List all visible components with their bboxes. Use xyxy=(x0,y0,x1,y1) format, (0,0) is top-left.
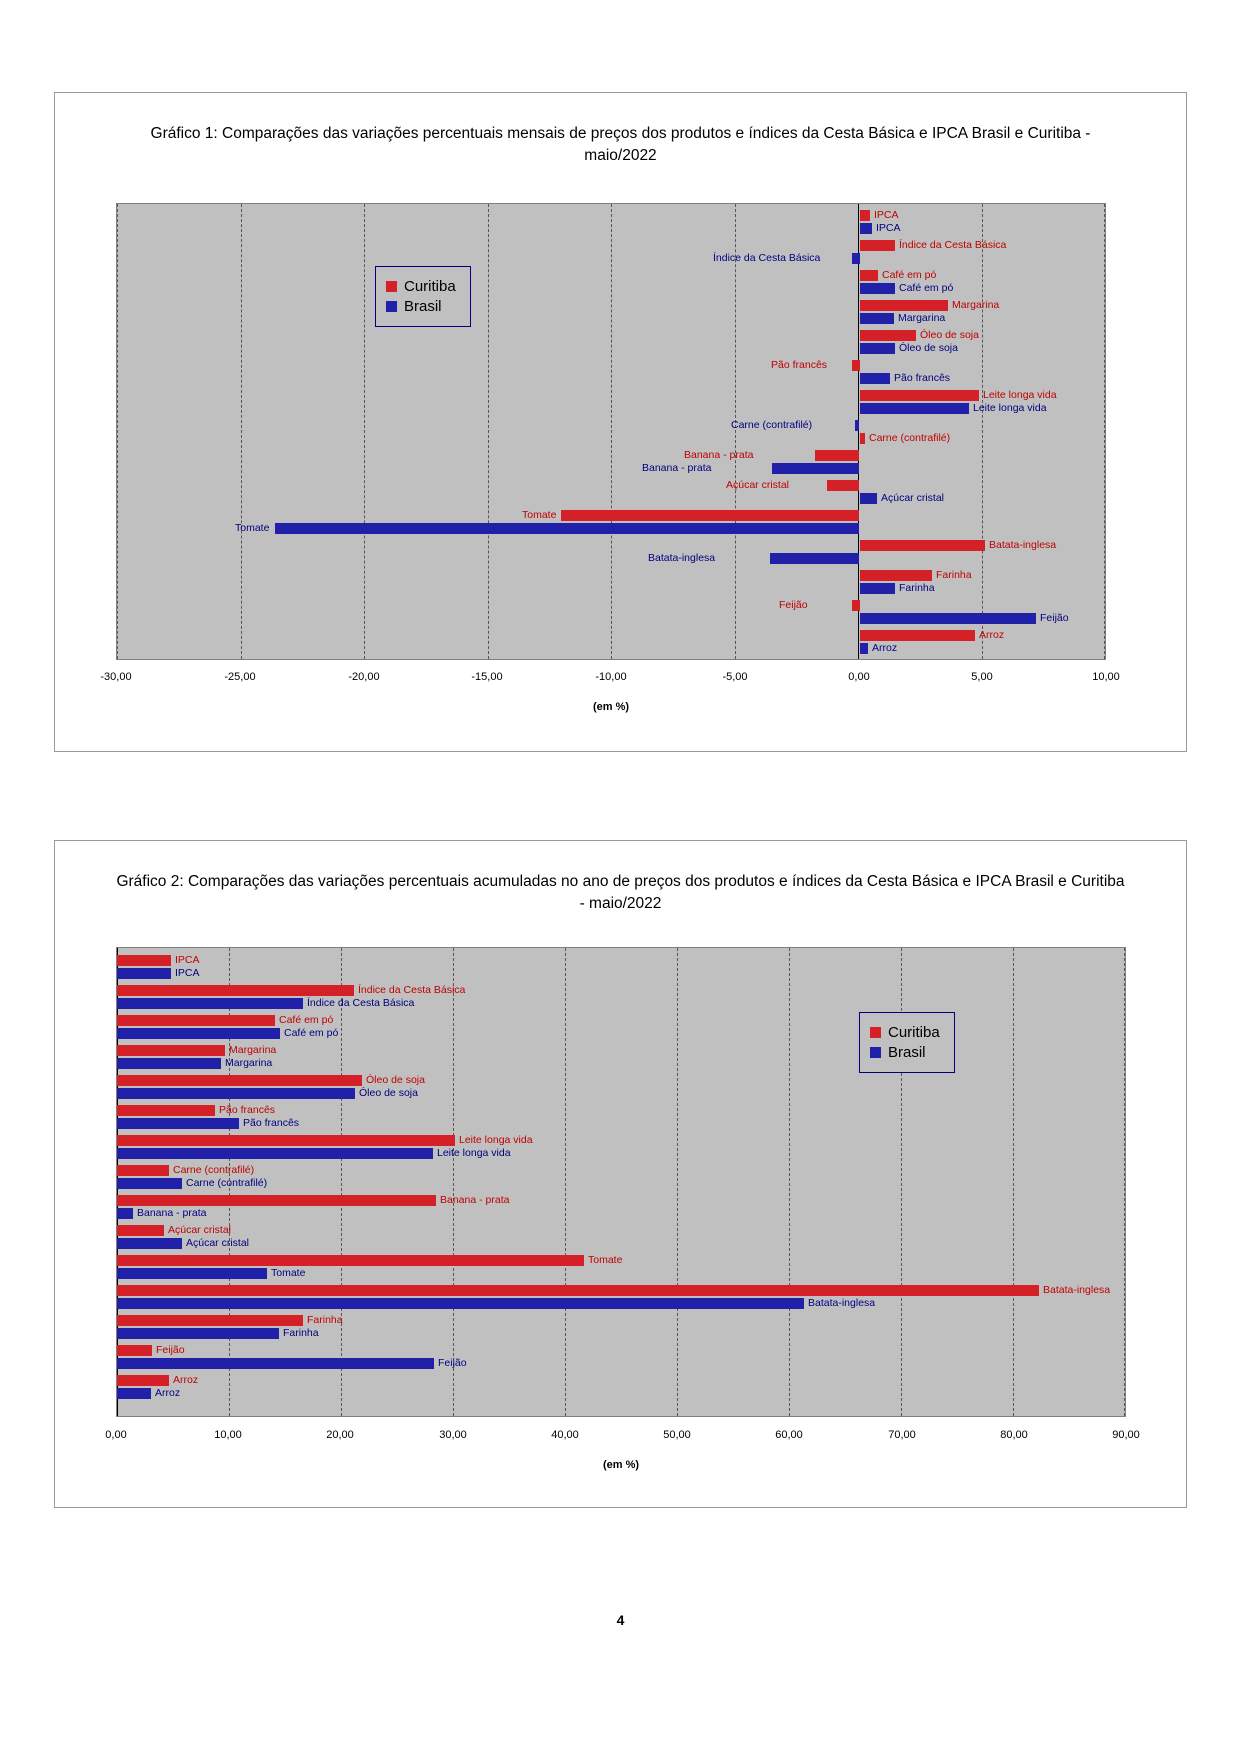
bar-label-brasil-arroz: Arroz xyxy=(872,642,898,654)
bar-label-curitiba-margarina: Margarina xyxy=(952,299,1000,311)
bar-curitiba-leite-longa-vida xyxy=(117,1135,455,1146)
xtick: 60,00 xyxy=(775,1429,803,1441)
bar-brasil-indice-cesta-basica xyxy=(117,998,303,1009)
bar-brasil-banana-prata xyxy=(117,1208,133,1219)
bar-brasil-indice-cesta-basica xyxy=(852,253,860,264)
bar-label-curitiba-tomate: Tomate xyxy=(588,1254,623,1266)
chart-2-legend xyxy=(859,1012,955,1073)
gridline xyxy=(735,204,736,659)
bar-curitiba-batata-inglesa xyxy=(117,1285,1039,1296)
gridline xyxy=(677,948,678,1416)
bar-label-curitiba-batata-inglesa: Batata-inglesa xyxy=(1043,1284,1111,1296)
bar-label-brasil-carne-contrafile: Carne (contrafilé) xyxy=(186,1177,268,1189)
legend-swatch-brasil-icon xyxy=(870,1047,881,1058)
bar-curitiba-cafe-em-po xyxy=(860,270,878,281)
bar-brasil-leite-longa-vida xyxy=(860,403,969,414)
gridline xyxy=(1013,948,1014,1416)
bar-label-curitiba-acucar-cristal: Açúcar cristal xyxy=(168,1224,232,1236)
legend-label-brasil: Brasil xyxy=(404,298,442,315)
chart-2-plot-area xyxy=(116,947,1126,1417)
xtick: 70,00 xyxy=(888,1429,916,1441)
bar-label-curitiba-indice-cesta-basica: Índice da Cesta Básica xyxy=(358,984,466,996)
chart-2-xlabel: (em %) xyxy=(602,1459,640,1471)
legend-swatch-curitiba-icon xyxy=(386,281,397,292)
xtick: 10,00 xyxy=(214,1429,242,1441)
bar-label-curitiba-arroz: Arroz xyxy=(173,1374,199,1386)
xtick: -10,00 xyxy=(595,671,627,683)
gridline xyxy=(789,948,790,1416)
bar-brasil-feijao xyxy=(860,613,1036,624)
bar-brasil-oleo-de-soja xyxy=(860,343,895,354)
bar-label-brasil-carne-contrafile: Carne (contrafilé) xyxy=(731,419,813,431)
bar-label-curitiba-indice-cesta-basica: Índice da Cesta Básica xyxy=(899,239,1007,251)
bar-brasil-oleo-de-soja xyxy=(117,1088,355,1099)
bar-label-brasil-feijao: Feijão xyxy=(438,1357,467,1369)
bar-curitiba-tomate xyxy=(117,1255,584,1266)
chart-1-plot-area xyxy=(116,203,1106,660)
chart-2-container xyxy=(54,840,1187,1508)
bar-label-curitiba-farinha: Farinha xyxy=(307,1314,343,1326)
gridline xyxy=(453,948,454,1416)
bar-label-brasil-cafe-em-po: Café em pó xyxy=(899,282,954,294)
bar-curitiba-arroz xyxy=(860,630,975,641)
bar-brasil-margarina xyxy=(860,313,894,324)
gridline xyxy=(241,204,242,659)
bar-brasil-cafe-em-po xyxy=(117,1028,280,1039)
xtick: 30,00 xyxy=(439,1429,467,1441)
bar-label-brasil-oleo-de-soja: Óleo de soja xyxy=(899,342,958,354)
bar-label-brasil-batata-inglesa: Batata-inglesa xyxy=(808,1297,876,1309)
bar-brasil-acucar-cristal xyxy=(860,493,877,504)
bar-brasil-feijao xyxy=(117,1358,434,1369)
bar-curitiba-ipca xyxy=(860,210,870,221)
bar-brasil-pao-frances xyxy=(860,373,890,384)
bar-label-brasil-tomate: Tomate xyxy=(235,522,270,534)
bar-label-brasil-leite-longa-vida: Leite longa vida xyxy=(437,1147,511,1159)
bar-label-brasil-farinha: Farinha xyxy=(899,582,935,594)
bar-brasil-arroz xyxy=(860,643,868,654)
bar-label-curitiba-feijao: Feijão xyxy=(779,599,808,611)
bar-brasil-batata-inglesa xyxy=(770,553,859,564)
gridline xyxy=(488,204,489,659)
bar-label-curitiba-pao-frances: Pão francês xyxy=(771,359,828,371)
xtick: 0,00 xyxy=(848,671,870,683)
bar-brasil-ipca xyxy=(117,968,171,979)
bar-brasil-ipca xyxy=(860,223,872,234)
xtick: 90,00 xyxy=(1112,1429,1140,1441)
chart-1-container xyxy=(54,92,1187,752)
gridline xyxy=(611,204,612,659)
bar-label-curitiba-margarina: Margarina xyxy=(229,1044,277,1056)
bar-label-brasil-ipca: IPCA xyxy=(876,222,901,234)
bar-brasil-margarina xyxy=(117,1058,221,1069)
bar-curitiba-farinha xyxy=(860,570,932,581)
bar-label-brasil-margarina: Margarina xyxy=(898,312,946,324)
bar-curitiba-banana-prata xyxy=(117,1195,436,1206)
legend-entry-brasil xyxy=(870,1044,940,1061)
bar-label-curitiba-carne-contrafile: Carne (contrafilé) xyxy=(869,432,951,444)
xtick: 80,00 xyxy=(1000,1429,1028,1441)
page-number: 4 xyxy=(616,1612,625,1628)
bar-curitiba-banana-prata xyxy=(815,450,859,461)
gridline xyxy=(341,948,342,1416)
bar-curitiba-margarina xyxy=(117,1045,225,1056)
chart-1-xlabel: (em %) xyxy=(592,701,630,713)
bar-label-curitiba-tomate: Tomate xyxy=(522,509,557,521)
legend-entry-curitiba xyxy=(386,278,456,295)
gridline xyxy=(1124,948,1125,1416)
gridline xyxy=(1104,204,1105,659)
bar-curitiba-acucar-cristal xyxy=(117,1225,164,1236)
bar-label-brasil-pao-frances: Pão francês xyxy=(894,372,951,384)
bar-brasil-farinha xyxy=(117,1328,279,1339)
bar-label-brasil-cafe-em-po: Café em pó xyxy=(284,1027,339,1039)
bar-curitiba-pao-frances xyxy=(117,1105,215,1116)
gridline xyxy=(364,204,365,659)
bar-curitiba-acucar-cristal xyxy=(827,480,859,491)
xtick: 10,00 xyxy=(1092,671,1120,683)
bar-curitiba-farinha xyxy=(117,1315,303,1326)
bar-label-brasil-arroz: Arroz xyxy=(155,1387,181,1399)
xtick: 50,00 xyxy=(663,1429,691,1441)
bar-label-brasil-feijao: Feijão xyxy=(1040,612,1069,624)
bar-label-curitiba-batata-inglesa: Batata-inglesa xyxy=(989,539,1057,551)
bar-label-curitiba-cafe-em-po: Café em pó xyxy=(882,269,937,281)
xtick: 40,00 xyxy=(551,1429,579,1441)
bar-label-curitiba-banana-prata: Banana - prata xyxy=(684,449,754,461)
bar-curitiba-ipca xyxy=(117,955,171,966)
bar-curitiba-carne-contrafile xyxy=(117,1165,169,1176)
gridline xyxy=(565,948,566,1416)
bar-brasil-tomate xyxy=(117,1268,267,1279)
bar-label-brasil-banana-prata: Banana - prata xyxy=(137,1207,207,1219)
bar-label-curitiba-banana-prata: Banana - prata xyxy=(440,1194,510,1206)
bar-label-brasil-farinha: Farinha xyxy=(283,1327,319,1339)
bar-curitiba-indice-cesta-basica xyxy=(117,985,354,996)
bar-label-curitiba-ipca: IPCA xyxy=(175,954,200,966)
bar-label-brasil-indice-cesta-basica: Índice da Cesta Básica xyxy=(307,997,415,1009)
bar-curitiba-margarina xyxy=(860,300,948,311)
bar-curitiba-feijao xyxy=(117,1345,152,1356)
legend-swatch-brasil-icon xyxy=(386,301,397,312)
bar-brasil-banana-prata xyxy=(772,463,859,474)
bar-curitiba-indice-cesta-basica xyxy=(860,240,895,251)
gridline xyxy=(982,204,983,659)
xtick: -25,00 xyxy=(224,671,256,683)
legend-label-brasil: Brasil xyxy=(888,1044,926,1061)
bar-brasil-tomate xyxy=(275,523,859,534)
bar-label-curitiba-feijao: Feijão xyxy=(156,1344,185,1356)
bar-curitiba-leite-longa-vida xyxy=(860,390,979,401)
bar-label-brasil-tomate: Tomate xyxy=(271,1267,306,1279)
bar-curitiba-arroz xyxy=(117,1375,169,1386)
bar-brasil-carne-contrafile xyxy=(117,1178,182,1189)
xtick: 5,00 xyxy=(971,671,993,683)
bar-label-brasil-acucar-cristal: Açúcar cristal xyxy=(881,492,945,504)
bar-brasil-cafe-em-po xyxy=(860,283,895,294)
bar-label-brasil-indice-cesta-basica: Índice da Cesta Básica xyxy=(713,252,821,264)
bar-curitiba-cafe-em-po xyxy=(117,1015,275,1026)
legend-label-curitiba: Curitiba xyxy=(404,278,456,295)
chart-1-legend xyxy=(375,266,471,327)
xtick: -15,00 xyxy=(471,671,503,683)
xtick: -20,00 xyxy=(348,671,380,683)
xtick: 0,00 xyxy=(105,1429,127,1441)
bar-label-brasil-pao-frances: Pão francês xyxy=(243,1117,300,1129)
xtick: -30,00 xyxy=(100,671,132,683)
bar-brasil-farinha xyxy=(860,583,895,594)
bar-curitiba-feijao xyxy=(852,600,860,611)
xtick: -5,00 xyxy=(722,671,748,683)
bar-label-brasil-batata-inglesa: Batata-inglesa xyxy=(648,552,716,564)
bar-label-curitiba-carne-contrafile: Carne (contrafilé) xyxy=(173,1164,255,1176)
bar-label-curitiba-oleo-de-soja: Óleo de soja xyxy=(920,329,979,341)
bar-label-brasil-ipca: IPCA xyxy=(175,967,200,979)
bar-label-curitiba-arroz: Arroz xyxy=(979,629,1005,641)
bar-curitiba-pao-frances xyxy=(852,360,860,371)
bar-brasil-acucar-cristal xyxy=(117,1238,182,1249)
bar-curitiba-batata-inglesa xyxy=(860,540,985,551)
chart-1-title: Gráfico 1: Comparações das variações percentuais mensais de preços dos produtos e índices da Cesta Básica e IPCA Brasil e Curitiba - maio/2022 xyxy=(150,125,1091,165)
legend-swatch-curitiba-icon xyxy=(870,1027,881,1038)
bar-brasil-leite-longa-vida xyxy=(117,1148,433,1159)
gridline xyxy=(117,204,118,659)
bar-label-curitiba-pao-frances: Pão francês xyxy=(219,1104,276,1116)
bar-label-curitiba-leite-longa-vida: Leite longa vida xyxy=(459,1134,533,1146)
bar-label-brasil-acucar-cristal: Açúcar cristal xyxy=(186,1237,250,1249)
legend-entry-brasil xyxy=(386,298,456,315)
chart-2-title: Gráfico 2: Comparações das variações percentuais acumuladas no ano de preços dos produtos e índices da Cesta Básica e IPCA Brasil e Curitiba - maio/2022 xyxy=(116,873,1125,913)
bar-label-curitiba-cafe-em-po: Café em pó xyxy=(279,1014,334,1026)
bar-curitiba-carne-contrafile xyxy=(860,433,865,444)
bar-label-curitiba-oleo-de-soja: Óleo de soja xyxy=(366,1074,425,1086)
bar-label-curitiba-acucar-cristal: Açúcar cristal xyxy=(726,479,790,491)
bar-curitiba-tomate xyxy=(561,510,859,521)
bar-brasil-batata-inglesa xyxy=(117,1298,804,1309)
bar-label-brasil-oleo-de-soja: Óleo de soja xyxy=(359,1087,418,1099)
bar-brasil-pao-frances xyxy=(117,1118,239,1129)
legend-label-curitiba: Curitiba xyxy=(888,1024,940,1041)
legend-entry-curitiba xyxy=(870,1024,940,1041)
bar-brasil-carne-contrafile xyxy=(855,420,859,431)
bar-label-curitiba-ipca: IPCA xyxy=(874,209,899,221)
bar-brasil-arroz xyxy=(117,1388,151,1399)
bar-label-brasil-banana-prata: Banana - prata xyxy=(642,462,712,474)
bar-label-curitiba-farinha: Farinha xyxy=(936,569,972,581)
bar-curitiba-oleo-de-soja xyxy=(117,1075,362,1086)
bar-label-brasil-margarina: Margarina xyxy=(225,1057,273,1069)
xtick: 20,00 xyxy=(326,1429,354,1441)
bar-curitiba-oleo-de-soja xyxy=(860,330,916,341)
bar-label-curitiba-leite-longa-vida: Leite longa vida xyxy=(983,389,1057,401)
bar-label-brasil-leite-longa-vida: Leite longa vida xyxy=(973,402,1047,414)
